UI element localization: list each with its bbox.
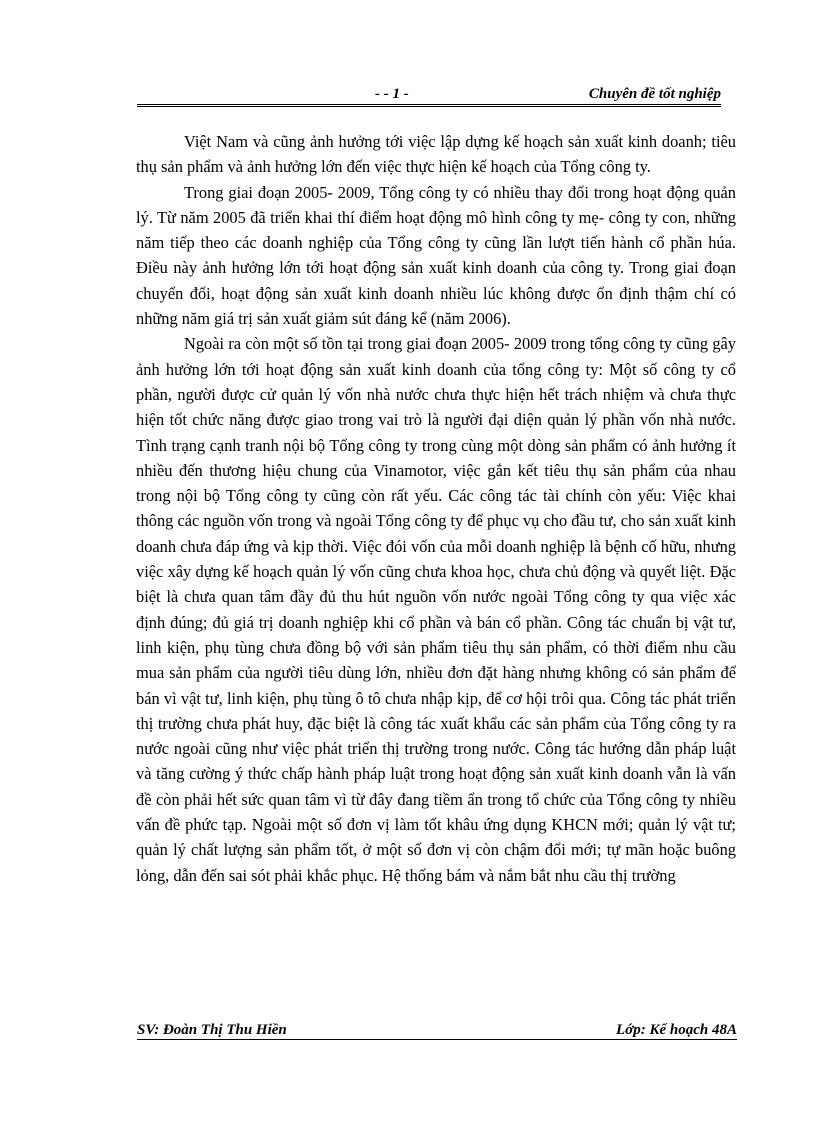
page-header xyxy=(137,86,721,104)
student-name: SV: Đoàn Thị Thu Hiền xyxy=(137,1022,287,1038)
paragraph: Việt Nam và cũng ảnh hưởng tới việc lập dựng kế hoạch sản xuất kinh doanh; tiêu thụ sản phẩm và ảnh hưởng lớn đến việc thực hiện kế hoạch của Tổng công ty. xyxy=(136,132,736,177)
paragraph: Trong giai đoạn 2005- 2009, Tổng công ty có nhiều thay đổi trong hoạt động quản lý. Từ năm 2005 đã triển khai thí điểm hoạt động mô hình công ty mẹ- công ty con, những năm tiếp theo các doanh nghiệp của Tổng công ty cũng lần lượt tiến hành cổ phần húa. Điều này ảnh hưởng lớn tới hoạt động sản xuất kinh doanh của công ty. Trong giai đoạn chuyển đổi, hoạt động sản xuất kinh doanh nhiều lúc không được ổn định thậm chí có những năm giá trị sản xuất giảm sút đáng kể (năm 2006). xyxy=(136,182,736,329)
class-name: Lớp: Kế hoạch 48A xyxy=(616,1022,737,1038)
document-title: Chuyên đề tốt nghiệp xyxy=(588,86,721,102)
body-text xyxy=(136,129,736,888)
paragraph: Ngoài ra còn một số tồn tại trong giai đoạn 2005- 2009 trong tổng công ty cũng gây ảnh hưởng lớn tới hoạt động sản xuất kinh doanh của tổng công ty: Một số công ty cổ phần, người được cử quản lý vốn nhà nước chưa thực hiện hết trách nhiệm và chưa thực hiện tốt chức năng được giao trong vai trò là người đại diện quản lý phần vốn nhà nước. Tình trạng cạnh tranh nội bộ Tổng công ty trong cùng một dòng sản phẩm có ảnh hưởng ít nhiều đến thương hiệu chung của Vinamotor, việc gắn kết tiêu thụ sản phẩm của nhau trong nội bộ Tổng công ty cũng còn rất yếu. Các công tác tài chính còn yếu: Việc khai thông các nguồn vốn trong và ngoài Tổng công ty để phục vụ cho đầu tư, cho sản xuất kinh doanh chưa đáp ứng và kịp thời. Việc đói vốn của mỗi doanh nghiệp là bệnh cố hữu, nhưng việc xây dựng kế hoạch quản lý vốn cũng chưa khoa học, chưa chủ động và quyết liệt. Đặc biệt là chưa quan tâm đầy đủ thu hút nguồn vốn nước ngoài Tổng công ty qua việc xác định đúng; đủ giá trị doanh nghiệp khi cổ phần và bán cổ phần. Công tác chuẩn bị vật tư, linh kiện, phụ tùng chưa đồng bộ với sản phẩm tiêu thụ sản phẩm, có thời điểm nhu cầu mua sản phẩm của người tiêu dùng lớn, nhiều đơn đặt hàng nhưng không có sản phẩm để bán vì vật tư, linh kiện, phụ tùng ô tô chưa nhập kịp, để cơ hội trôi qua. Công tác phát triển thị trường chưa phát huy, đặc biệt là công tác xuất khẩu các sản phẩm của Tổng công ty ra nước ngoài cũng như việc phát triển thị trường trong nước. Công tác hướng dẫn pháp luật và tăng cường ý thức chấp hành pháp luật trong hoạt động sản xuất kinh doanh vẫn là vấn đề còn phải hết sức quan tâm vì từ đây đang tiềm ẩn trong tổ chức của Tổng công ty nhiều vấn đề phức tạp. Ngoài một số đơn vị làm tốt khâu ứng dụng KHCN mới; quản lý vật tư; quản lý chất lượng sản phẩm tốt, ở một số đơn vị còn chậm đổi mới; tự mãn hoặc buông lỏng, dẫn đến sai sót phải khắc phục. Hệ thống bám và nắm bắt nhu cầu thị trường xyxy=(136,334,736,885)
page-number: - - 1 - xyxy=(375,86,409,102)
footer-divider xyxy=(137,1039,737,1040)
header-divider xyxy=(137,104,721,107)
